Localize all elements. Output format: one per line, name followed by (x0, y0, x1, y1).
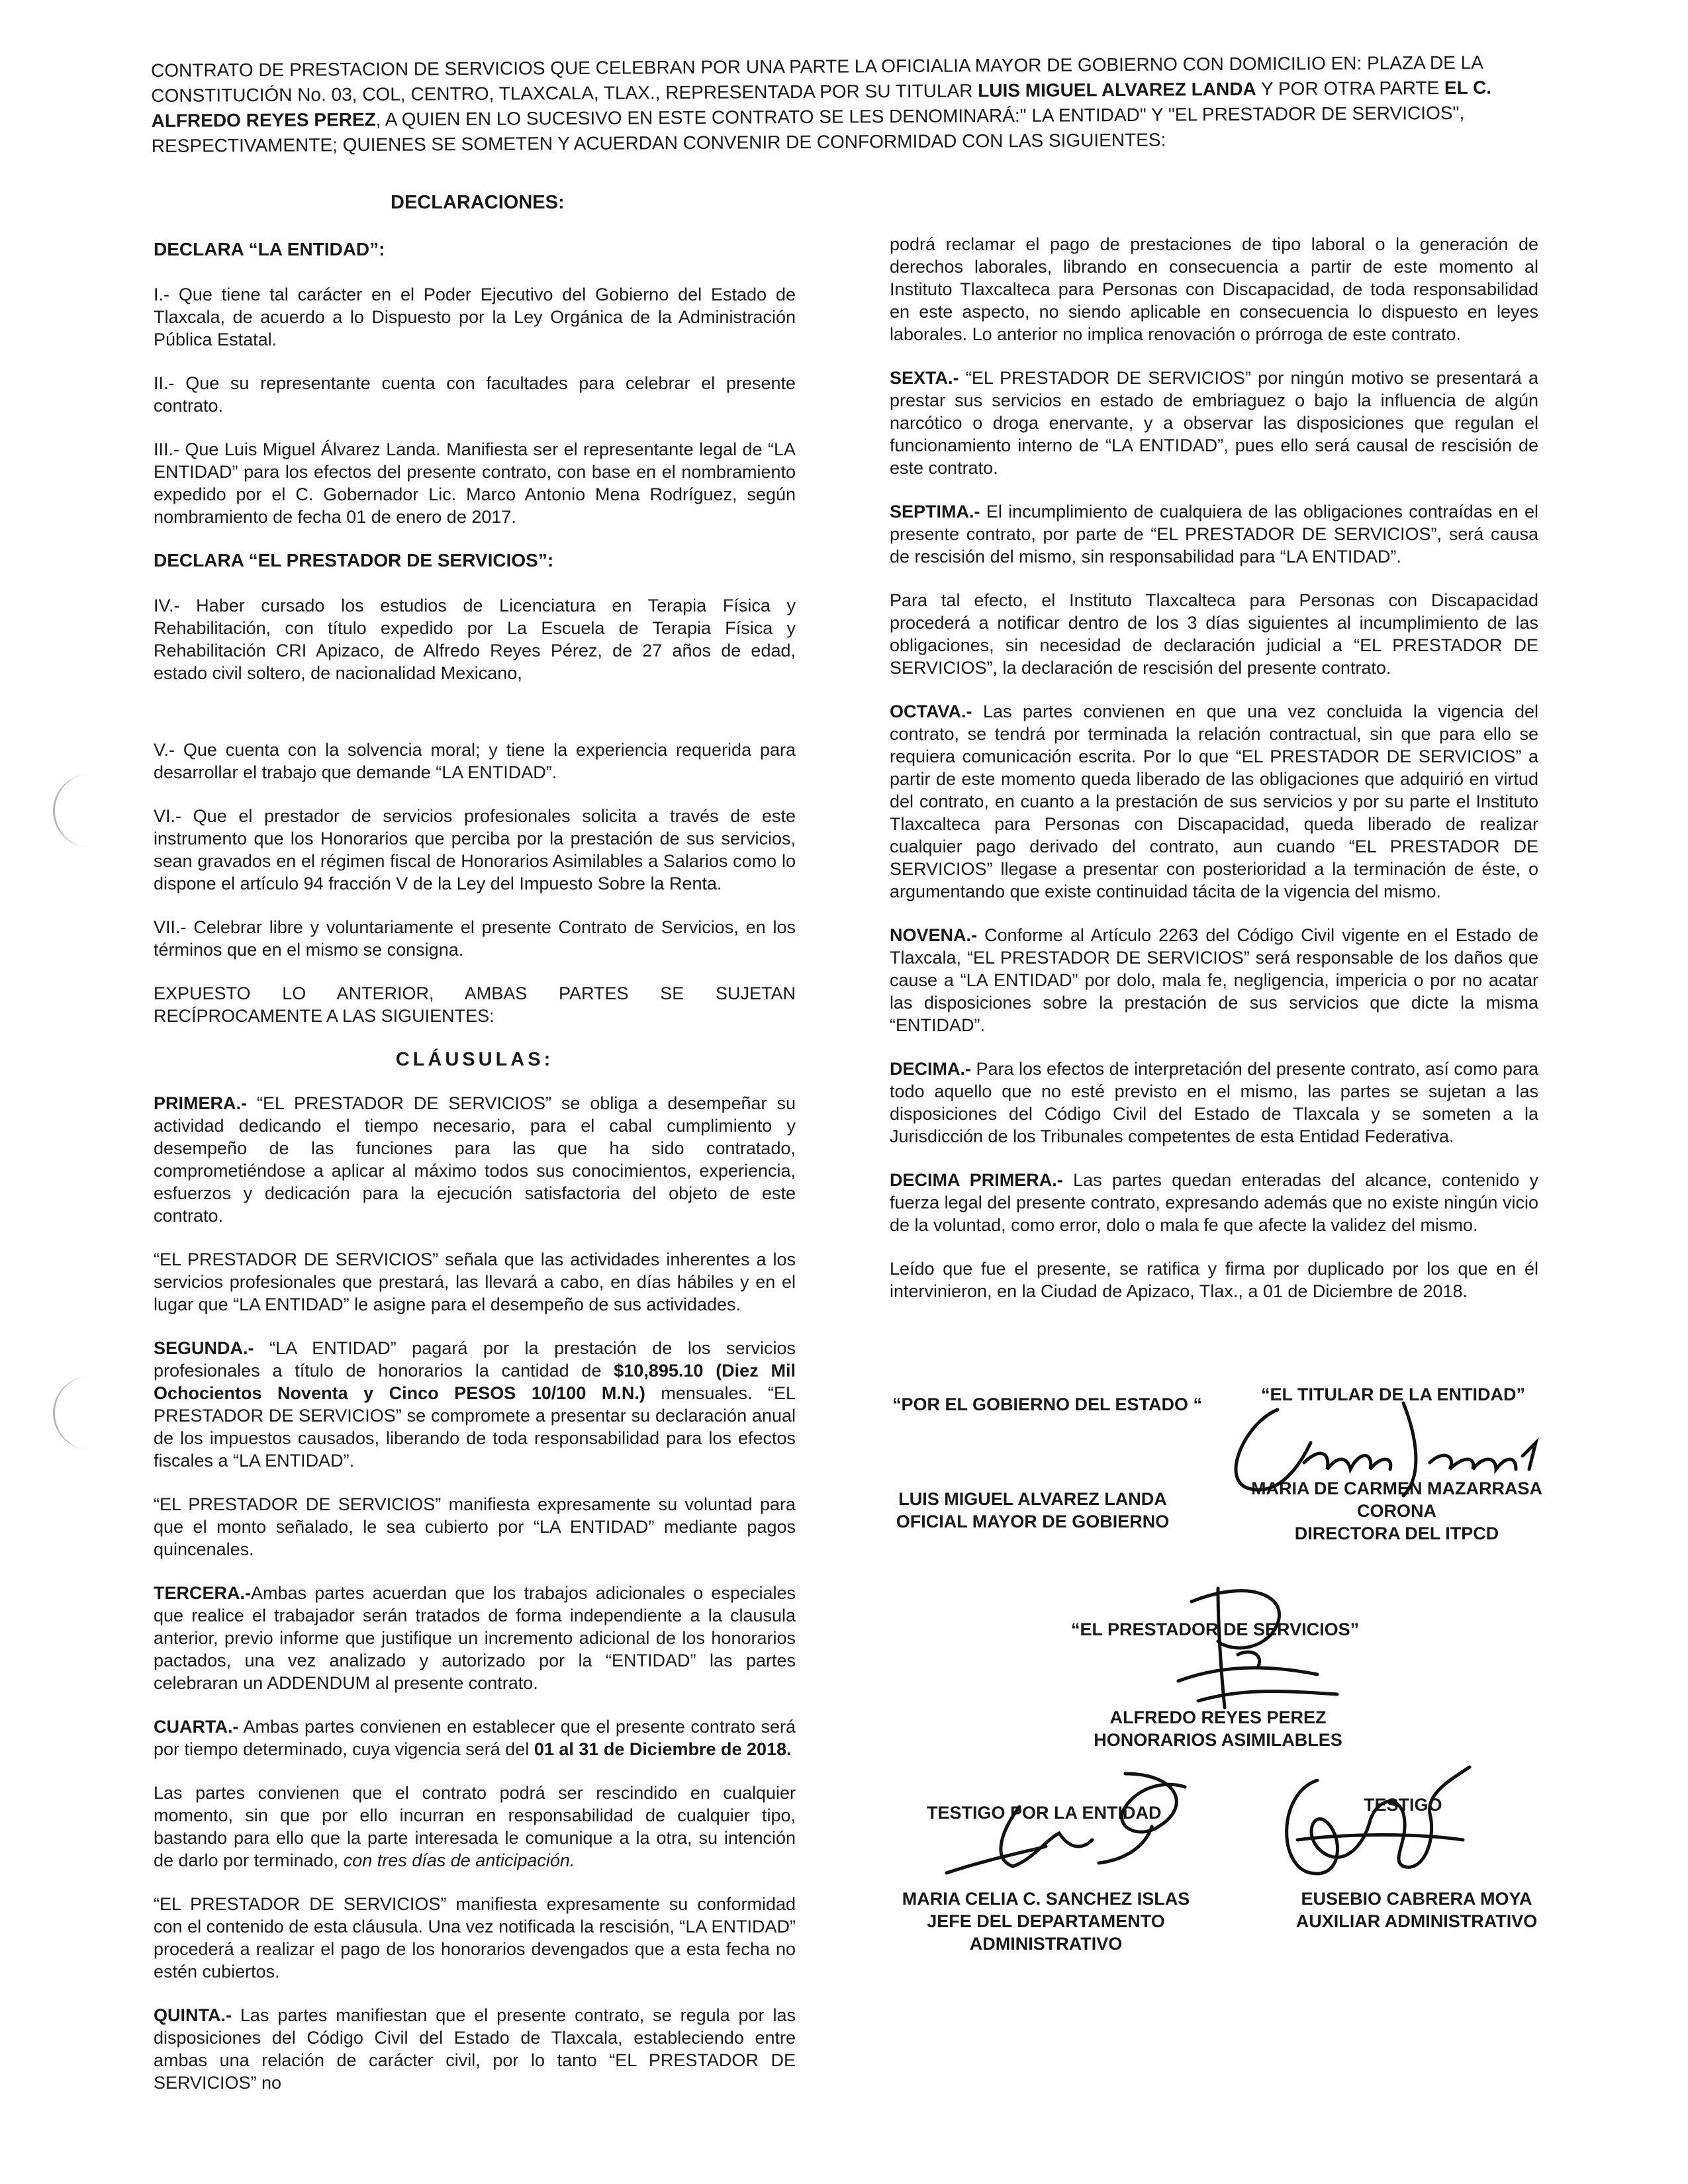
handwritten-signature-titular (1205, 1363, 1549, 1516)
header-text: Y POR OTRA PARTE (1256, 77, 1445, 99)
signer-role: JEFE DEL DEPARTAMENTO (927, 1911, 1165, 1931)
scan-hole-mark (53, 774, 93, 847)
fee-amount: $10,895.10 (Diez Mil Ochocientos Noventa y Cinco PESOS 10/100 M.N.) (154, 1361, 796, 1403)
clause-lead: NOVENA.- (890, 925, 978, 945)
declara-entidad-heading: DECLARA “LA ENTIDAD”: (154, 239, 385, 259)
clause-text: El incumplimiento de cualquiera de las obligaciones contraídas en el presente contrato, por parte de “EL PRESTADOR DE SERVICIOS”, será causa de rescisión del mismo, sin responsabilidad para “LA ENTIDAD”. (890, 502, 1538, 567)
declaration-i: I.- Que tiene tal carácter en el Poder Ejecutivo del Gobierno del Estado de Tlaxcala, de acuerdo a lo Dispuesto por la Ley Orgánica de la Administración Pública Estatal. (154, 285, 796, 349)
testigo-label: TESTIGO (1364, 1795, 1442, 1815)
clause-octava (890, 700, 1538, 903)
signer-role: OFICIAL MAYOR DE GOBIERNO (896, 1512, 1170, 1531)
clause-lead: OCTAVA.- (890, 702, 972, 721)
redacted-gap (154, 691, 796, 739)
header-representative: LUIS MIGUEL ALVAREZ LANDA (978, 78, 1256, 101)
clause-lead: PRIMERA.- (154, 1093, 247, 1113)
clausulas-heading: CLÁUSULAS: (395, 1049, 554, 1070)
clause-text: Las partes convienen que el contrato podrá ser rescindido en cualquier momento, sin que por ello incurran en responsabilidad de cualquier tipo, bastando para ello que la parte interesada le comunique a la otra, su intención de darlo por terminado, (154, 1783, 796, 1870)
gobierno-label: “POR EL GOBIERNO DEL ESTADO “ (892, 1394, 1203, 1414)
declaration-iv: IV.- Haber cursado los estudios de Licenciatura en Terapia Física y Rehabilitación, con título expedido por La Escuela de Terapia Física y Rehabilitación CRI Apizaco, de Alfredo Reyes Pérez, de 27 años de edad, estado civil soltero, de nacionalidad Mexicano, (154, 596, 796, 683)
clause-text: Ambas partes acuerdan que los trabajos adicionales o especiales que realice el trabajador serán tratados de forma independiente a la clausula anterior, previo informe que justifique un incremento adicional de los honorarios pactados, una vez analizado y autorizado por la “ENTIDAD” las partes celebraran un ADDENDUM al presente contrato. (154, 1583, 796, 1693)
clause-lead: QUINTA.- (154, 2005, 232, 2025)
clause-text: Las partes quedan enteradas del alcance, contenido y fuerza legal del presente contrato, expresando además que no existe ningún vicio de la voluntad, como error, dolo o mala fe que afecte la validez del mismo. (890, 1170, 1538, 1235)
clause-lead: SEPTIMA.- (890, 502, 980, 522)
clause-septima (890, 500, 1538, 568)
clause-lead: SEGUNDA.- (154, 1338, 254, 1358)
clause-text: “EL PRESTADOR DE SERVICIOS” se obliga a desempeñar su actividad dedicando el tiempo necesario, para el cabal cumplimiento y desempeño de las funciones para las que ha sido contratado, comprometiéndose a aplicar al máximo todos sus conocimientos, experiencia, esfuerzos y dedicación para la ejecución satisfactoria del objeto de este contrato. (154, 1093, 796, 1226)
clause-lead: TERCERA.- (154, 1583, 251, 1603)
clause-lead: SEXTA.- (890, 368, 959, 388)
contract-period: 01 al 31 de Diciembre de 2018. (534, 1739, 792, 1759)
signer-role: HONORARIOS ASIMILABLES (1094, 1730, 1342, 1750)
declaraciones-title: DECLARACIONES: (391, 192, 565, 213)
scan-hole-mark (53, 1377, 93, 1449)
clause-cuarta-c: “EL PRESTADOR DE SERVICIOS” manifiesta expresamente su conformidad con el contenido de esta cláusula. Una vez notificada la rescisión, “LA ENTIDAD” procederá a realizar el pago de los honorarios devengados que a esta fecha no estén cubiertos. (154, 1894, 796, 1981)
signer-name: MARIA CELIA C. SANCHEZ ISLAS (902, 1889, 1190, 1909)
declaration-vi: VI.- Que el prestador de servicios profesionales solicita a través de este instrumento que los Honorarios que perciba por la prestación de sus servicios, sean gravados en el régimen fiscal de Honorarios Asimilables a Salarios como lo dispone el artículo 94 fracción V de la Ley del Impuesto Sobre la Renta. (154, 806, 796, 893)
clause-segunda (154, 1337, 796, 1472)
signer-role: ADMINISTRATIVO (969, 1934, 1123, 1954)
clause-quinta-continued: podrá reclamar el pago de prestaciones de tipo laboral o la generación de derechos laborales, librando en consecuencia a partir de este momento al Instituto Tlaxcalteca para Personas con Discapacidad, de toda responsabilidad en este aspecto, no siendo aplicable en consecuencia lo dispuesto en leyes laborales. Lo anterior no implica renovación o prórroga de este contrato. (890, 234, 1538, 344)
signer-name: LUIS MIGUEL ALVAREZ LANDA (898, 1489, 1167, 1509)
clause-primera (154, 1092, 796, 1227)
header-provider: EL C. ALFREDO REYES PEREZ (151, 77, 1492, 131)
signer-role: DIRECTORA DEL ITPCD (1294, 1524, 1499, 1543)
declaration-iii: III.- Que Luis Miguel Álvarez Landa. Manifiesta ser el representante legal de “LA ENTIDAD” para los efectos del presente contrato, con base en el nombramiento expedido por el C. Gobernador Lic. Marco Antonio Mena Rodríguez, según nombramiento de fecha 01 de enero de 2017. (154, 439, 796, 527)
clause-text-italic: con tres días de anticipación. (343, 1850, 575, 1870)
signer-name: EUSEBIO CABRERA MOYA (1301, 1889, 1532, 1909)
declaration-ii: II.- Que su representante cuenta con facultades para celebrar el presente contrato. (154, 373, 796, 416)
clause-decima-primera (890, 1169, 1538, 1236)
clause-text: mensuales. “EL PRESTADOR DE SERVICIOS” se compromete a presentar su declaración anual de los impuestos causados, liberando de toda responsabilidad para los efectos fiscales a “LA ENTIDAD”. (154, 1383, 796, 1471)
testigo-entidad-label: TESTIGO POR LA ENTIDAD (927, 1803, 1162, 1823)
clause-text: Las partes manifiestan que el presente contrato, se regula por las disposiciones del Código Civil del Estado de Tlaxcala, estableciendo entre ambas una relación de carácter civil, por lo tanto “EL PRESTADOR DE SERVICIOS” no (154, 2005, 796, 2093)
clause-sexta (890, 367, 1538, 479)
expuesto-paragraph: EXPUESTO LO ANTERIOR, AMBAS PARTES SE SUJETAN RECÍPROCAMENTE A LAS SIGUIENTES: (154, 983, 796, 1026)
prestador-label: “EL PRESTADOR DE SERVICIOS” (1071, 1619, 1360, 1639)
left-column (154, 238, 796, 2115)
clause-lead: CUARTA.- (154, 1717, 239, 1737)
signer-name: ALFREDO REYES PEREZ (1109, 1707, 1327, 1727)
clause-cuarta (154, 1715, 796, 1760)
contract-header (151, 50, 1542, 159)
handwritten-signature-prestador (1139, 1575, 1357, 1727)
clause-text: Las partes convienen en que una vez concluida la vigencia del contrato, se tendrá por terminada la relación contractual, sin que para ello se requiera comunicación escrita. Por lo que “EL PRESTADOR DE SERVICIOS” a partir de este momento queda liberado de las obligaciones que adquirió en virtud del contrato, en cuanto a la prestación de sus servicios y por su parte el Instituto Tlaxcalteca para Personas con Discapacidad, queda liberado de realizar cualquier pago derivado del contrato, aun cuando “EL PRESTADOR DE SERVICIOS” llegase a presentar con posterioridad a la terminación de éste, o argumentando que existe continuidad tácita de la vigencia del mismo. (890, 702, 1538, 901)
clause-decima (890, 1058, 1538, 1148)
clause-text: Para los efectos de interpretación del presente contrato, así como para todo aquello que no esté previsto en el mismo, las partes se sujetan a las disposiciones del Código Civil del Estado de Tlaxcala y se someten a la Jurisdicción de los Tribunales competentes de esta Entidad Federativa. (890, 1059, 1538, 1146)
handwritten-signature-celia (927, 1747, 1205, 1899)
clause-text: “LA ENTIDAD” pagará por la prestación de los servicios profesionales a título de honorarios la cantidad de (154, 1338, 796, 1381)
clause-text: Ambas partes convienen en establecer que el presente contrato será por tiempo determinado, cuya vigencia será del (154, 1717, 796, 1759)
header-text: , A QUIEN EN LO SUCESIVO EN ESTE CONTRATO SE LES DENOMINARÁ:" LA ENTIDAD" Y "EL PRESTADOR DE SERVICIOS", RESPECTIVAMENTE; QUIENES SE SOMETEN Y ACUERDAN CONVENIR DE CONFORMIDAD CON LAS SIGUIENTES: (151, 102, 1465, 156)
clause-quinta (154, 2004, 796, 2094)
clause-lead: DECIMA PRIMERA.- (890, 1170, 1063, 1190)
clause-tercera (154, 1582, 796, 1694)
declaration-vii: VII.- Celebrar libre y voluntariamente el presente Contrato de Servicios, en los términos que en el mismo se consigna. (154, 917, 796, 960)
signer-role: AUXILIAR ADMINISTRATIVO (1295, 1911, 1538, 1931)
clause-septima-b: Para tal efecto, el Instituto Tlaxcalteca para Personas con Discapacidad procederá a notificar dentro de los 3 días siguientes al incumplimiento de las obligaciones, sin necesidad de declaración judicial a “EL PRESTADOR DE SERVICIOS”, la declaración de rescisión del presente contrato. (890, 590, 1538, 678)
signer-name: MARIA DE CARMEN MAZARRASA (1251, 1479, 1542, 1498)
closing-paragraph: Leído que fue el presente, se ratifica y firma por duplicado por los que en él intervinieron, en la Ciudad de Apizaco, Tlax., a 01 de Diciembre de 2018. (890, 1259, 1538, 1301)
clause-novena (890, 924, 1538, 1036)
signer-name: CORONA (1357, 1501, 1436, 1521)
declaration-v: V.- Que cuenta con la solvencia moral; y tiene la experiencia requerida para desarrollar el trabajo que demande “LA ENTIDAD”. (154, 740, 796, 782)
handwritten-signature-eusebio (1271, 1760, 1483, 1899)
clause-primera-b: “EL PRESTADOR DE SERVICIOS” señala que las actividades inherentes a los servicios profesionales que prestará, las llevará a cabo, en días hábiles y en el lugar que “LA ENTIDAD” le asigne para el desempeño de sus actividades. (154, 1250, 796, 1314)
titular-label: “EL TITULAR DE LA ENTIDAD” (1261, 1385, 1525, 1404)
clause-cuarta-b (154, 1782, 796, 1872)
declara-prestador-heading: DECLARA “EL PRESTADOR DE SERVICIOS”: (154, 550, 554, 570)
header-text: CONTRATO DE PRESTACION DE SERVICIOS QUE CELEBRAN POR UNA PARTE LA OFICIALIA MAYOR DE GOBIERNO CON DOMICILIO EN: PLAZA DE LA CONSTITUCIÓN No. 03, COL, CENTRO, TLAXCALA, TLAX., REPRESENTADA POR SU TITULAR (151, 52, 1483, 106)
clause-text: “EL PRESTADOR DE SERVICIOS” por ningún motivo se presentará a prestar sus servicios en estado de embriaguez o bajo la influencia de algún narcótico o droga enervante, y a observar las disposiciones que regulan el funcionamiento interno de “LA ENTIDAD”, pues ello será causal de rescisión de este contrato. (890, 368, 1538, 478)
right-column (890, 233, 1538, 1324)
signature-block-luis (887, 1488, 1178, 1533)
clause-lead: DECIMA.- (890, 1059, 971, 1079)
clause-text: Conforme al Artículo 2263 del Código Civil vigente en el Estado de Tlaxcala, “EL PRESTADOR DE SERVICIOS” será responsable de los daños que cause a “LA ENTIDAD” por dolo, mala fe, negligencia, impericia o por no acatar las disposiciones sobre la prestación de sus servicios que dicte la misma “ENTIDAD”. (890, 925, 1538, 1035)
clause-segunda-c: “EL PRESTADOR DE SERVICIOS” manifiesta expresamente su voluntad para que el monto señalado, le sea cubierto por “LA ENTIDAD” mediante pagos quincenales. (154, 1494, 796, 1559)
